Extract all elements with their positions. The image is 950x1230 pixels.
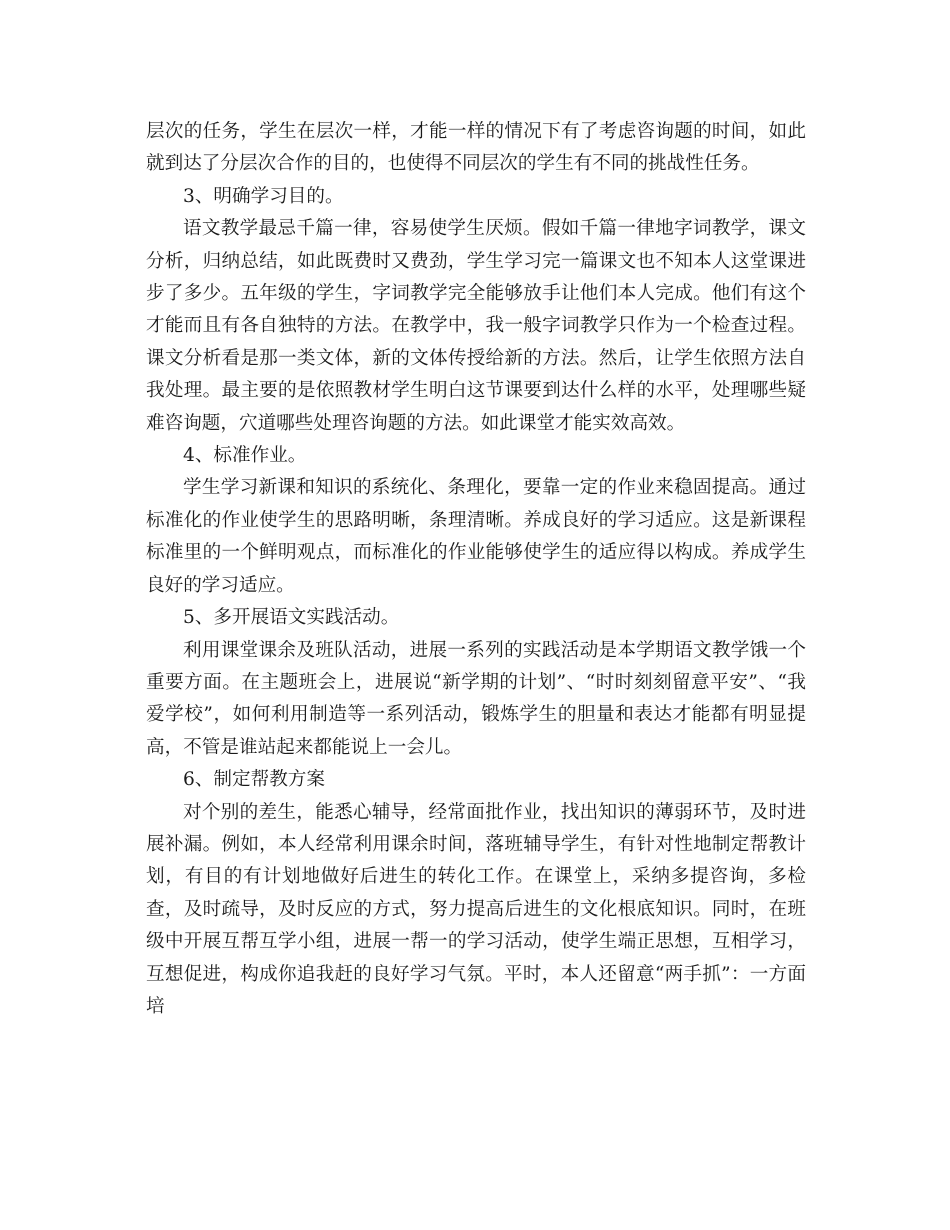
- document-body: [146, 116, 806, 1023]
- heading-6-tutoring-plan: 6、制定帮教方案: [183, 769, 325, 791]
- paragraph-practice-activities: 利用课堂课余及班队活动，进展一系列的实践活动是本学期语文教学饿一个重要方面。在主题班会上，进展说“新学期的计划”、“时时刻刻留意平安”、“我爱学校”，如何利用制造等一系列活动，锻炼学生的胆量和表达才能都有明显提高，不管是谁站起来都能说上一会儿。: [146, 639, 806, 758]
- paragraph-standard-homework: 学生学习新课和知识的系统化、条理化，要靠一定的作业来稳固提高。通过标准化的作业使学生的思路明晰，条理清晰。养成良好的学习适应。这是新课程标准里的一个鲜明观点，而标准化的作业能够使学生的适应得以构成。养成学生良好的学习适应。: [146, 477, 806, 596]
- paragraph-continuation: 层次的任务，学生在层次一样，才能一样的情况下有了考虑咨询题的时间，如此就到达了分层次合作的目的，也使得不同层次的学生有不同的挑战性任务。: [146, 121, 806, 175]
- paragraph-tutoring-plan: 对个别的差生，能悉心辅导，经常面批作业，找出知识的薄弱环节，及时进展补漏。例如，本人经常利用课余时间，落班辅导学生，有针对性地制定帮教计划，有目的有计划地做好后进生的转化工作。在课堂上，采纳多提咨询，多检查，及时疏导，及时反应的方式，努力提高后进生的文化根底知识。同时，在班级中开展互帮互学小组，进展一帮一的学习活动，使学生端正思想，互相学习，互想促进，构成你追我赶的良好学习气氛。平时，本人还留意“两手抓”：一方面培: [146, 801, 806, 1017]
- heading-5-practice-activities: 5、多开展语文实践活动。: [183, 607, 400, 629]
- heading-4-standard-homework: 4、标准作业。: [183, 445, 307, 467]
- paragraph-learning-goals: 语文教学最忌千篇一律，容易使学生厌烦。假如千篇一律地字词教学，课文分析，归纳总结，如此既费时又费劲，学生学习完一篇课文也不知本人这堂课进步了多少。五年级的学生，字词教学完全能够放手让他们本人完成。他们有这个才能而且有各自独特的方法。在教学中，我一般字词教学只作为一个检查过程。课文分析看是那一类文体，新的文体传授给新的方法。然后，让学生依照方法自我处理。最主要的是依照教材学生明白这节课要到达什么样的水平，处理哪些疑难咨询题，穴道哪些处理咨询题的方法。如此课堂才能实效高效。: [146, 218, 806, 434]
- heading-3-learning-goals: 3、明确学习目的。: [183, 185, 344, 207]
